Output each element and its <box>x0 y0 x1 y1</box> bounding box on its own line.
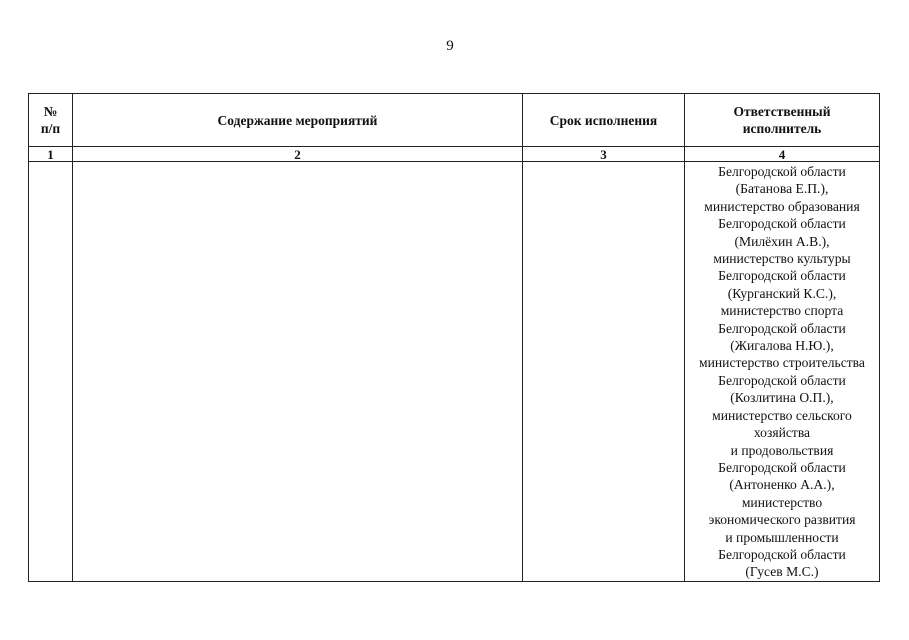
responsible-line: министерство культуры <box>713 251 851 267</box>
column-index-2: 2 <box>73 147 523 162</box>
column-index-1: 1 <box>29 147 73 162</box>
column-index-4: 4 <box>685 147 880 162</box>
responsible-line: Белгородской области <box>718 216 846 232</box>
column-index-3: 3 <box>523 147 685 162</box>
responsible-line: хозяйства <box>753 425 811 441</box>
responsible-line: министерство спорта <box>720 303 844 319</box>
responsible-line: (Милёхин А.В.), <box>734 233 830 249</box>
header-responsible <box>685 94 880 147</box>
responsible-line: (Жигалова Н.Ю.), <box>730 338 834 354</box>
responsible-line: (Курганский К.С.), <box>727 285 837 301</box>
responsible-line: министерство сельского <box>712 407 852 423</box>
cell-content <box>73 162 523 582</box>
column-index-row <box>29 147 880 162</box>
header-responsible-label: Ответственный исполнитель <box>733 104 831 136</box>
responsible-line: экономического развития <box>708 512 856 528</box>
responsible-line: Белгородской области <box>718 546 846 562</box>
plan-table <box>28 93 880 582</box>
responsible-line: (Антоненко А.А.), <box>729 477 835 493</box>
responsible-line: министерство образования <box>704 198 860 214</box>
header-content: Содержание мероприятий <box>73 94 523 147</box>
responsible-line: министерство строительства <box>699 355 865 371</box>
responsible-line: (Козлитина О.П.), <box>730 390 834 406</box>
responsible-line: Белгородской области <box>718 164 846 179</box>
header-term: Срок исполнения <box>523 94 685 147</box>
cell-term <box>523 162 685 582</box>
responsible-line: (Батанова Е.П.), <box>735 181 829 197</box>
responsible-line: Белгородской области <box>718 372 846 388</box>
header-num-label: № п/п <box>40 104 61 136</box>
cell-num <box>29 162 73 582</box>
header-num <box>29 94 73 147</box>
table-header-row <box>29 94 880 147</box>
cell-responsible <box>685 162 880 582</box>
responsible-line: Белгородской области <box>718 268 846 284</box>
table-row <box>29 162 880 582</box>
responsible-line: (Гусев М.С.) <box>745 564 819 580</box>
responsible-line: министерство <box>741 494 823 510</box>
responsible-list <box>685 162 879 581</box>
responsible-line: и промышленности <box>725 529 839 545</box>
responsible-line: Белгородской области <box>718 459 846 475</box>
responsible-line: Белгородской области <box>718 320 846 336</box>
responsible-line: и продовольствия <box>730 442 834 458</box>
page-number: 9 <box>446 38 454 54</box>
